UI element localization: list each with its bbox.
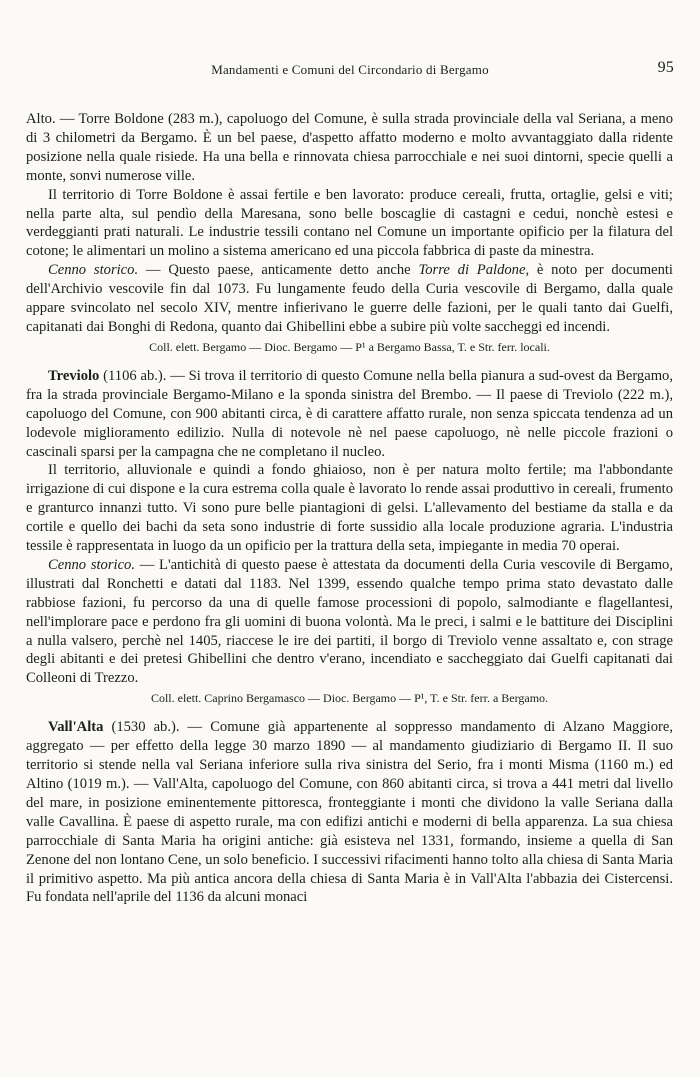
entry-name: Vall'Alta: [48, 719, 104, 736]
paragraph: Treviolo (1106 ab.). — Si trova il territorio di questo Comune nella bella pianura a sud-ovest da Bergamo, fra la strada provinciale Bergamo-Milano e la sponda sinistra del Brembo. — Il paese di Treviolo (222 m.), capoluogo del Comune, con 900 abitanti circa, è di carattere affatto rurale, non senza spiccata tendenza ad un lodevole miglioramento edilizio. Nulla di notevole nè nel paese capoluogo, nè nelle piccole frazioni o cascinali sparsi per la campagna che ne completano il nucleo.: [26, 367, 673, 460]
paragraph: Cenno storico. — L'antichità di questo paese è attestata da documenti della Curia vescovile di Bergamo, illustrati dal Ronchetti e datati dal 1183. Nel 1399, essendo qualche tempo prima stato devastato dalle rabbiose fazioni, fu percorso da una di quelle famose processioni di popolo, salmodiante e flagellantesi, nell'implorare pace e perdono fra gli uomini di buona volontà. Ma le preci, i salmi e le battiture dei Disciplini a nulla valsero, perchè nel 1405, riaccese le ire dei partiti, il borgo di Treviolo venne assaltato e, con strage degli abitanti e dei pretesi Ghibellini che dentro v'erano, incendiato e saccheggiato dai Guelfi capitanati dai Colleoni di Trezzo.: [26, 556, 673, 687]
historic-name: Torre di Paldone: [418, 262, 526, 279]
page-number: 95: [657, 59, 674, 76]
paragraph: Vall'Alta (1530 ab.). — Comune già appartenente al soppresso mandamento di Alzano Maggiore, aggregato — per effetto della legge 30 marzo 1890 — al mandamento giudiziario di Bergamo II. Il suo territorio si stende nella val Seriana inferiore sulla riva sinistra del Serio, fra i monti Misma (1160 m.) ed Altino (1019 m.). — Vall'Alta, capoluogo del Comune, con 860 abitanti circa, si trova a 441 metri dal livello del mare, in posizione eminentemente pittoresca, fronteggiante i monti che dividono la valle Seriana dalla valle Cavallina. È paese di aspetto rurale, ma con edifizi antichi e moderni di bella apparenza. La sua chiesa parrocchiale di Santa Maria ha origini antiche: già esisteva nel 1331, formando, insieme a quella di San Zenone del non lontano Cene, un solo beneficio. I successivi rifacimenti hanno tolto alla chiesa di Santa Maria il primitivo aspetto. Ma più antica ancora della chiesa di Santa Maria è in Vall'Alta l'abbazia dei Cistercensi. Fu fondata nell'aprile del 1136 da alcuni monaci: [26, 719, 673, 906]
section-label: Cenno storico.: [48, 262, 139, 279]
paragraph: Cenno storico. — Questo paese, anticamente detto anche Torre di Paldone, è noto per documenti dell'Archivio vescovile fin dal 1073. Fu lungamente feudo della Curia vescovile di Bergamo, dalla quale appare svincolato nel secolo XIV, mentre infierivano le guerre delle fazioni, per le quali tanto dai Guelfi, capitanati dai Bonghi di Redona, quanto dai Ghibellini ebbe a subire più volte saccheggi ed incendi.: [26, 262, 673, 335]
source-note: Coll. elett. Bergamo — Dioc. Bergamo — P¹ a Bergamo Bassa, T. e Str. ferr. locali.: [149, 339, 550, 354]
page-body: [26, 110, 673, 907]
paragraph: Il territorio di Torre Boldone è assai fertile e ben lavorato: produce cereali, frutta, ortaglie, gelsi e viti; nella parte alta, sul pendìo della Maresana, sono belle boscaglie di castagni e cedui, nonchè estesi e verdeggianti prati naturali. Le industrie tessili contano nel Comune un importante opificio per la filatura del cotone; le alimentari un molino a sistema americano ed una piccola fabbrica di paste da minestra.: [26, 186, 673, 260]
paragraph: Il territorio, alluvionale e quindi a fondo ghiaioso, non è per natura molto fertile; ma l'abbondante irrigazione di cui dispone e la cura estrema colla quale è lavorato lo rende assai produttivo in cereali, frumento e granturco innanzi tutto. Vi sono pure belle piantagioni di gelsi. L'allevamento del bestiame da stalla e da cortile e quello dei bachi da seta sono industrie di forte sussidio alla locale produzione agraria. L'industria tessile è rappresentata in luogo da un opificio per la trattura della seta, impiegante in media 70 operai.: [26, 462, 673, 555]
paragraph: Alto. — Torre Boldone (283 m.), capoluogo del Comune, è sulla strada provinciale della val Seriana, a meno di 3 chilometri da Bergamo. È un bel paese, d'aspetto affatto moderno e molto avvantaggiato dalla ridente posizione nella quale risiede. Ha una bella e rinnovata chiesa parrocchiale e nei suoi dintorni, specie quelli a monte, sonvi numerose ville.: [26, 111, 673, 184]
header-title: Mandamenti e Comuni del Circondario di Bergamo: [211, 62, 489, 77]
source-note: Coll. elett. Caprino Bergamasco — Dioc. Bergamo — P¹, T. e Str. ferr. a Bergamo.: [150, 691, 549, 706]
entry-name: Treviolo: [48, 367, 100, 384]
section-label: Cenno storico.: [48, 556, 136, 573]
